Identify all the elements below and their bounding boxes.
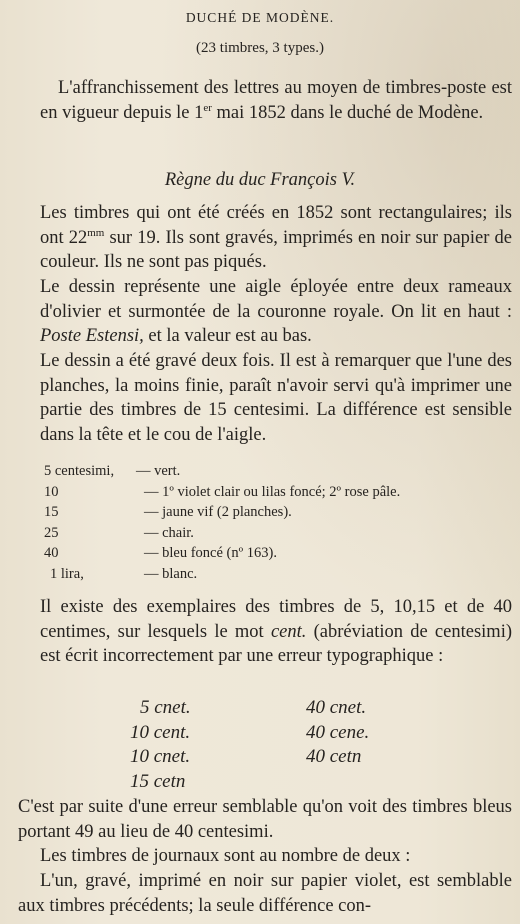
errors-paragraph: Il existe des exemplaires des timbres de 5, 10,15 et de 40 centimes, sur lesquels le mot cent. (abréviation de centesimi) est écrit incorrectement par une erreur typographique : [40, 597, 512, 666]
blue-stamps-paragraph: C'est par suite d'une erreur semblable qu'on voit des timbres bleus portant 49 au lieu de 40 centesimi. [18, 797, 512, 842]
reign-heading: Règne du duc François V. [164, 170, 356, 190]
first-journal-paragraph: L'un, gravé, imprimé en noir sur papier violet, est semblable aux timbres précédents; la seule différence con- [18, 871, 512, 916]
superscript: mm [87, 226, 105, 239]
intro-paragraph: L'affranchissement des lettres au moyen de timbres-poste est en vigueur depuis le 1er mai 1852 dans le duché de Modène. [40, 78, 512, 123]
engraving-paragraph: Le dessin a été gravé deux fois. Il est à remarquer que l'une des planches, la moins finie, paraît n'avoir servi qu'à imprimer une partie des timbres de 15 centesimi. La différence est sensible dans la tête et le cou de l'aigle. [40, 351, 512, 445]
creation-paragraph: Les timbres qui ont été créés en 1852 sont rectangulaires; ils ont $22^{mm}$ sur 19. Ils sont gravés, imprimés en noir sur papier de couleur. Ils ne sont pas piqués. [40, 203, 512, 272]
journals-paragraph: Les timbres de journaux sont au nombre de deux : [40, 846, 411, 866]
page-background: DUCHÉ DE MODÈNE. (23 timbres, 3 types.) L'affranchissement des lettres au moyen de timbres-poste est en vigueur depuis le 1er mai 1852 dans le duché de Modène. Règne du duc François V. Les timbres qui ont été créés en 1852 sont rectangulaires; ils ont $22^{mm}$ sur 19. Ils sont gravés, imprimés en noir sur papier de couleur. Ils ne sont pas piqués. Le dessin représente une aigle éployée entre deux rameaux d'olivier et surmontée de la couronne royale. On lit en haut : Poste Estensi, et la valeur est au bas. Le dessin a été gravé deux fois. Il est à remarquer que l'une des planches, la moins finie, paraît n'avoir servi qu'à imprimer une partie des timbres de 15 centesimi. La différence est sensible dans la tête et le cou de l'aigle. 5 centesimi, — vert. 10 — 1º violet clair ou lilas foncé; 2º rose pâle. 15 — jaune vif (2 planches). 25 — chair. 40 — bleu foncé (nº 163). 1 lira, — blanc. Il existe des exemplaires des timbres de 5, 10,15 et de 40 centimes, sur lesquels le mot cent. (abréviation de centesimi) est écrit incorrectement par une erreur typographique : 5 cnet. 40 cnet. 10 cent. 40 cene. 10 cnet. 40 cetn 15 cetn C'est par suite d'une erreur semblable qu'on voit des timbres bleus portant 49 au lieu de 40 centesimi. Les timbres de journaux sont au nombre de deux : L'un, gravé, imprimé en noir sur papier violet, est semblable aux timbres précédents; la seule différence con- [0, 0, 520, 924]
section-title: DUCHÉ DE MODÈNE. [185, 10, 335, 25]
italic-term: Poste Estensi, [40, 326, 144, 346]
superscript: er [203, 101, 212, 114]
design-paragraph: Le dessin représente une aigle éployée entre deux rameaux d'olivier et surmontée de la couronne royale. On lit en haut : Poste Estensi, et la valeur est au bas. [40, 277, 512, 346]
section-subtitle: (23 timbres, 3 types.) [196, 40, 324, 56]
italic-term: cent. [270, 621, 307, 642]
